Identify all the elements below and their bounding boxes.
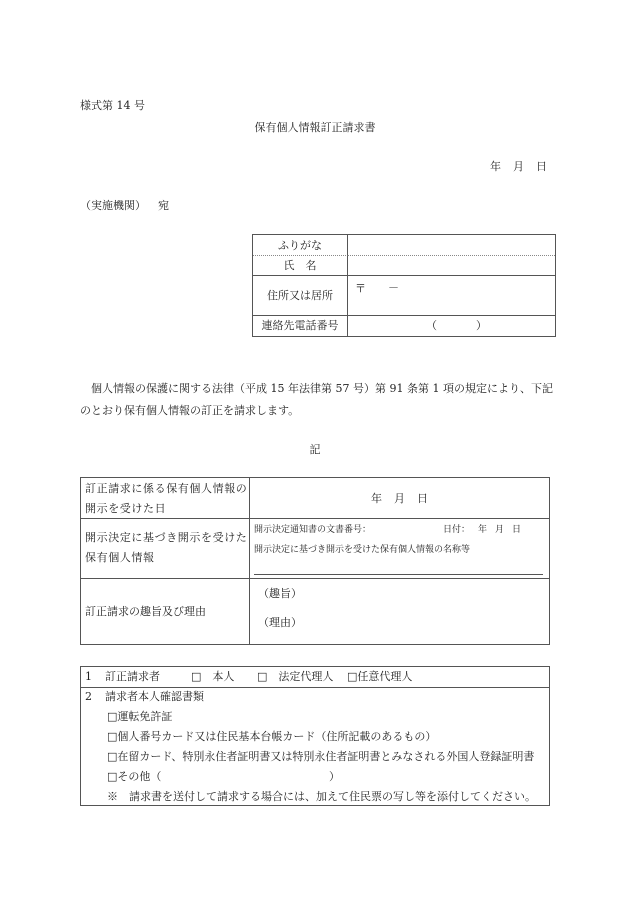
id-documents-row — [81, 687, 549, 805]
other-close-paren: ） — [329, 770, 340, 783]
disclosure-date-label: 訂正請求に係る保有個人情報の開示を受けた日 — [81, 478, 250, 518]
id-documents-label: 請求者本人確認書類 — [105, 690, 204, 703]
notice-day: 日 — [512, 525, 522, 535]
reason-label: （理由） — [258, 616, 302, 629]
year-unit: 年 — [371, 492, 382, 505]
notice-date — [443, 522, 521, 535]
phone-paren-open: （ — [426, 319, 437, 332]
requester-table — [80, 666, 550, 806]
furigana-field[interactable] — [348, 235, 555, 256]
requester-type-row — [81, 667, 549, 688]
phone-field[interactable] — [348, 316, 555, 336]
addressee-suffix: 宛 — [158, 199, 169, 212]
checkbox-voluntary-agent[interactable]: □任意代理人 — [347, 670, 413, 683]
checkbox-my-number-card[interactable]: □個人番号カード又は住民基本台帳カード（住所記載のあるもの） — [107, 730, 437, 743]
id-documents-header — [81, 687, 549, 707]
month-unit: 月 — [394, 492, 405, 505]
disclosure-date-row — [81, 478, 549, 519]
phone-label: 連絡先電話番号 — [253, 316, 348, 336]
checkbox-residence-card[interactable]: □在留カード、特別永住者証明書又は特別永住者証明書とみなされる外国人登録証明書 — [107, 750, 535, 763]
info-name-label: 開示決定に基づき開示を受けた保有個人情報の名称等 — [254, 545, 471, 555]
purpose-label: （趣旨） — [258, 587, 302, 600]
info-name-underline — [254, 574, 543, 575]
purpose-reason-label: 訂正請求の趣旨及び理由 — [81, 579, 250, 645]
address-label: 住所又は居所 — [253, 276, 348, 316]
purpose-reason-field[interactable] — [250, 579, 549, 645]
item-number-1: 1 — [85, 670, 92, 683]
request-details-table — [80, 477, 550, 645]
ki-heading: 記 — [309, 443, 321, 456]
addressee — [80, 197, 169, 213]
name-field[interactable] — [348, 256, 555, 276]
form-number: 様式第 14 号 — [80, 99, 145, 112]
disclosed-info-row — [81, 519, 549, 579]
personal-info-table — [252, 234, 556, 337]
date-day: 日 — [536, 160, 547, 173]
addressee-org: （実施機関） — [80, 199, 146, 212]
phone-paren-close: ） — [476, 319, 487, 332]
checkbox-self[interactable]: □ 本人 — [191, 670, 235, 683]
disclosed-info-field[interactable] — [250, 519, 549, 578]
document-title: 保有個人情報訂正請求書 — [254, 121, 376, 134]
item-number-2: 2 — [85, 690, 92, 703]
requester-type-label: 訂正請求者 — [105, 670, 160, 683]
disclosure-date-field[interactable] — [250, 478, 549, 518]
date-year: 年 — [490, 160, 501, 173]
notice-year: 年 — [478, 525, 488, 535]
request-statement: 個人情報の保護に関する法律（平成 15 年法律第 57 号）第 91 条第 1 項の規定により、下記のとおり保有個人情報の訂正を請求します。 — [80, 382, 553, 417]
postal-mark-icon: 〒 — [355, 282, 366, 295]
checkbox-legal-agent[interactable]: □ 法定代理人 — [257, 670, 334, 683]
notice-date-label: 日付： — [443, 525, 471, 535]
notice-month: 月 — [495, 525, 505, 535]
zip-dash: － — [388, 281, 399, 294]
purpose-reason-row — [81, 579, 549, 645]
doc-number-label: 開示決定通知書の文書番号： — [254, 525, 372, 535]
name-label: 氏 名 — [253, 256, 348, 276]
disclosed-info-label: 開示決定に基づき開示を受けた保有個人情報 — [81, 519, 250, 578]
day-unit: 日 — [417, 492, 428, 505]
checkbox-drivers-license[interactable]: □運転免許証 — [107, 710, 173, 723]
checkbox-other[interactable]: □その他（ — [107, 770, 162, 783]
address-field[interactable] — [348, 276, 555, 316]
mail-note: ※ 請求書を送付して請求する場合には、加えて住民票の写し等を添付してください。 — [107, 790, 536, 803]
request-date — [490, 158, 547, 174]
date-month: 月 — [513, 160, 524, 173]
furigana-label: ふりがな — [253, 235, 348, 256]
